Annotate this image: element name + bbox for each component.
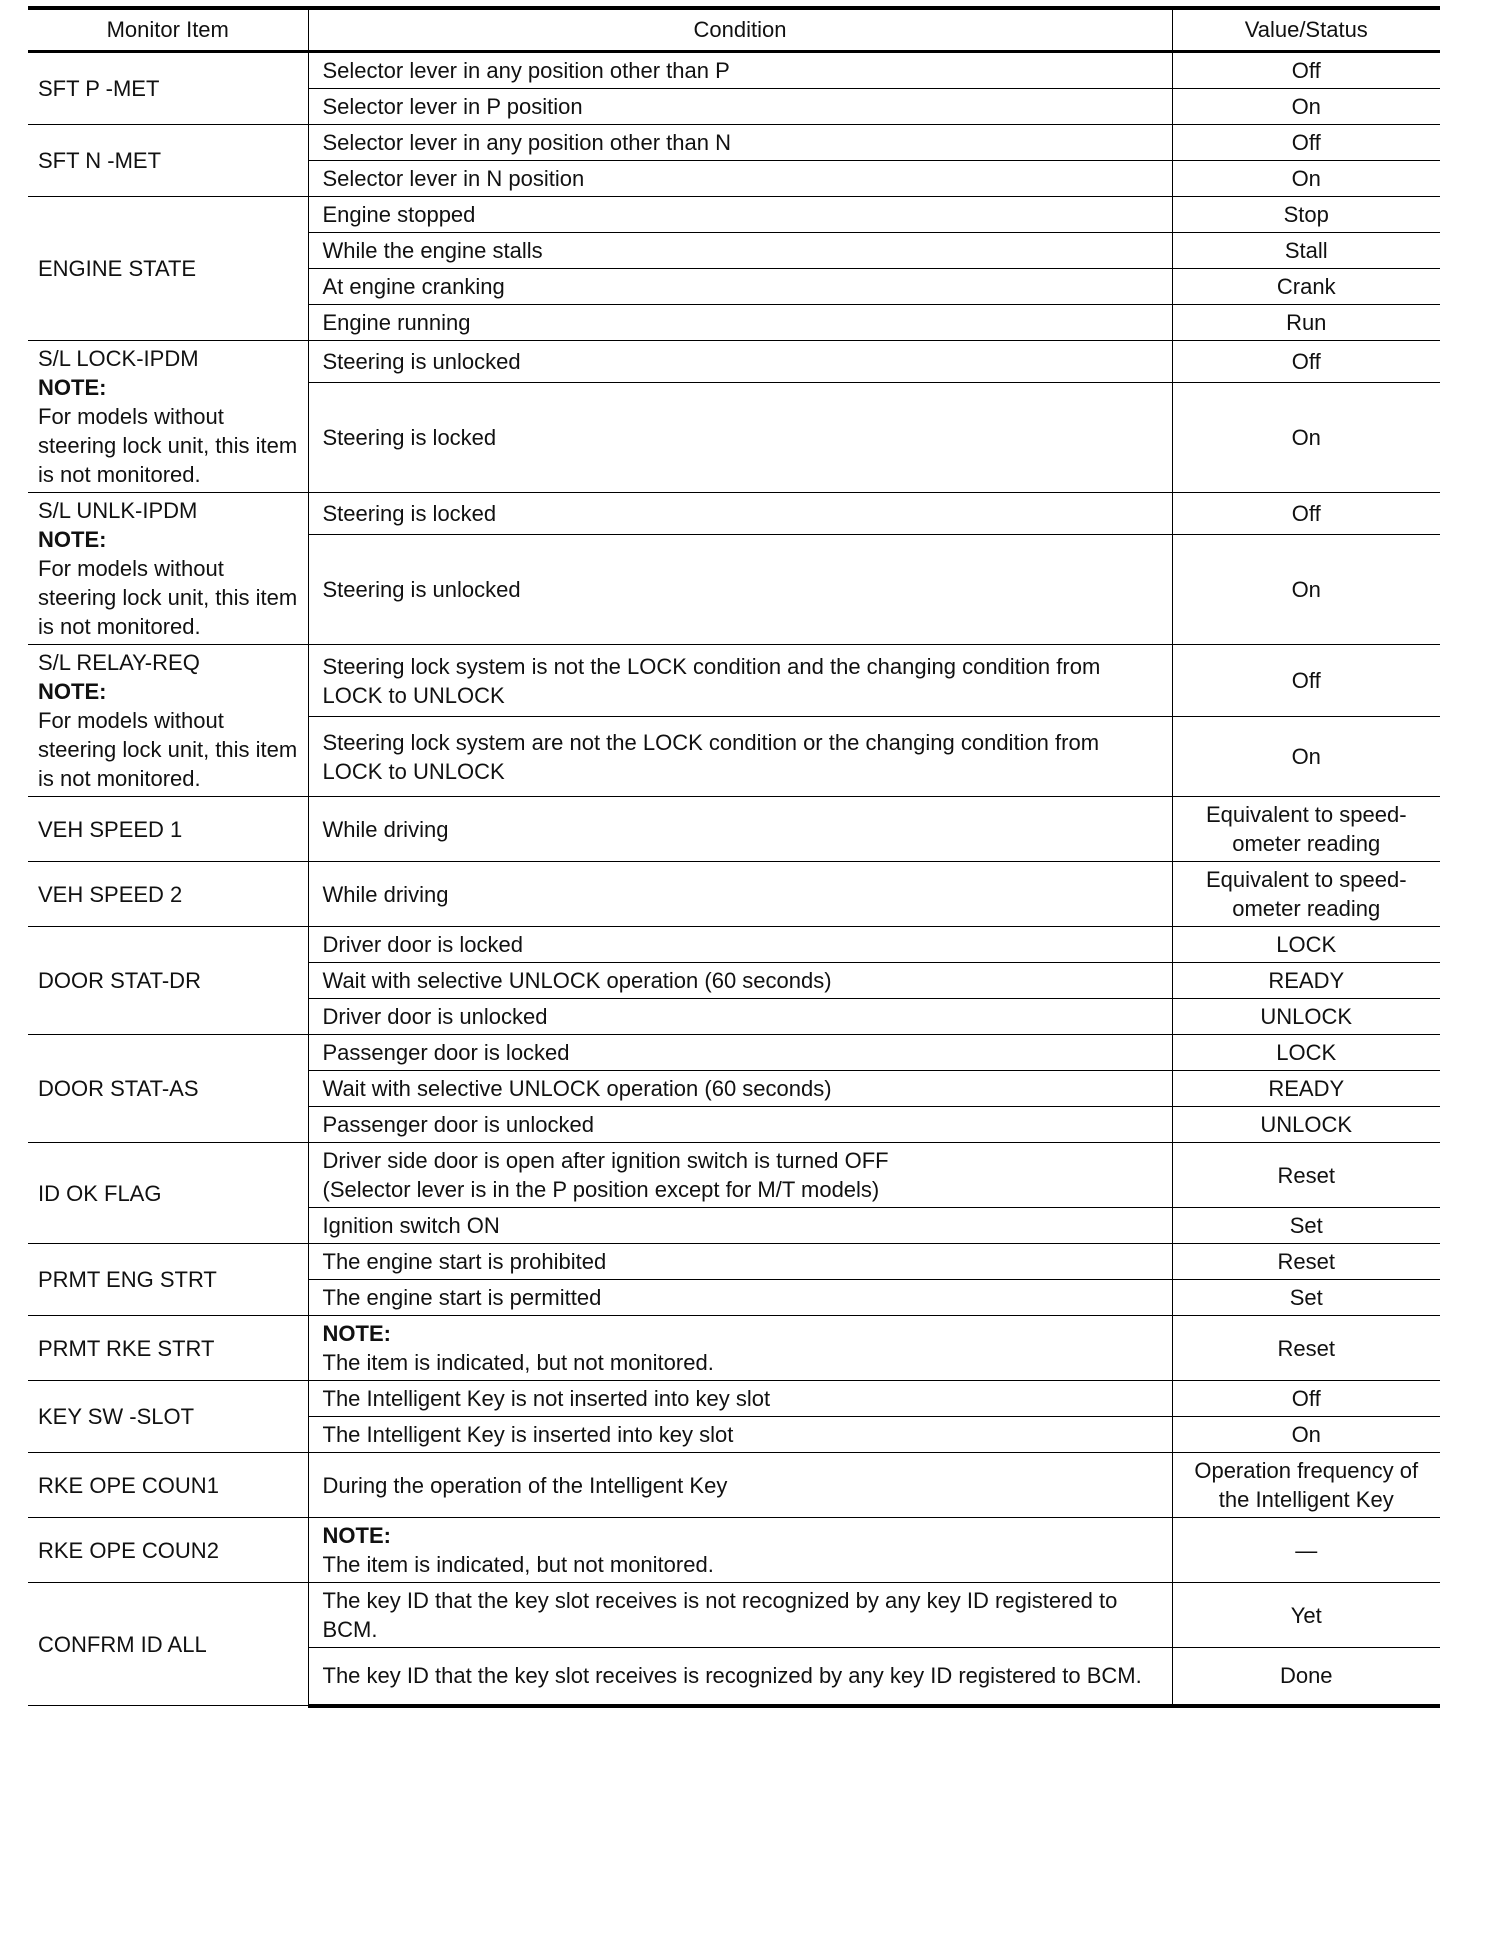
monitor-item-cell	[28, 197, 308, 341]
condition-text: Ignition switch ON	[322, 1213, 500, 1238]
value-status-text: On	[1291, 166, 1321, 191]
value-status-cell	[1172, 233, 1440, 269]
monitor-item-table	[28, 6, 1440, 1708]
condition-cell	[308, 963, 1172, 999]
table-row	[28, 1518, 1440, 1583]
monitor-item-name: S/L UNLK-IPDM	[38, 498, 198, 523]
condition-cell	[308, 89, 1172, 125]
condition-cell	[308, 1244, 1172, 1280]
header-row	[28, 8, 1440, 52]
condition-cell	[308, 645, 1172, 717]
value-status-cell	[1172, 89, 1440, 125]
monitor-item-cell	[28, 862, 308, 927]
condition-cell	[308, 535, 1172, 645]
monitor-item-name: VEH SPEED 2	[38, 881, 183, 907]
value-status-cell	[1172, 862, 1440, 927]
value-status-cell	[1172, 1381, 1440, 1417]
condition-cell	[308, 1648, 1172, 1706]
value-status-text: Done	[1279, 1663, 1333, 1689]
header-condition: Condition	[308, 8, 1172, 52]
condition-text: Selector lever in any position other than P	[322, 58, 730, 83]
monitor-item-name: RKE OPE COUN1	[38, 1472, 219, 1498]
value-status-cell	[1172, 383, 1440, 493]
condition-cell	[308, 233, 1172, 269]
condition-text: While the engine stalls	[322, 238, 543, 263]
note-text: For models without steering lock unit, this item is not monitored.	[38, 404, 298, 487]
condition-cell	[308, 1381, 1172, 1417]
monitor-item-name: ENGINE STATE	[38, 256, 197, 281]
condition-cell	[308, 1316, 1172, 1381]
value-status-cell	[1172, 927, 1440, 963]
monitor-item-name: S/L LOCK-IPDM	[38, 346, 199, 371]
monitor-item-cell	[28, 1583, 308, 1706]
value-status-text: On	[1291, 94, 1321, 119]
condition-text: Engine running	[322, 310, 471, 335]
monitor-item-name: S/L RELAY-REQ	[38, 650, 200, 675]
condition-note-label: NOTE:	[322, 1321, 391, 1346]
value-status-text: Stall	[1284, 238, 1328, 263]
monitor-item-cell	[28, 797, 308, 862]
table-row	[28, 927, 1440, 963]
value-status-text: —	[1295, 1537, 1318, 1563]
value-status-cell	[1172, 1280, 1440, 1316]
table-row	[28, 341, 1440, 383]
value-status-cell	[1172, 717, 1440, 797]
table-row	[28, 1244, 1440, 1280]
monitor-item-name: KEY SW -SLOT	[38, 1404, 195, 1429]
value-status-cell	[1172, 999, 1440, 1035]
value-status-text: Operation frequency of the Intelligent Key	[1194, 1458, 1419, 1512]
note-text: For models without steering lock unit, this item is not monitored.	[38, 708, 298, 791]
condition-text: Selector lever in P position	[322, 94, 583, 119]
monitor-item-cell	[28, 1244, 308, 1316]
condition-text: The item is indicated, but not monitored.	[322, 1552, 714, 1577]
table-row	[28, 1035, 1440, 1071]
condition-cell	[308, 1518, 1172, 1583]
note-label: NOTE:	[38, 679, 107, 704]
value-status-text: On	[1291, 744, 1321, 770]
value-status-text: Set	[1289, 1213, 1323, 1238]
value-status-cell	[1172, 1453, 1440, 1518]
value-status-cell	[1172, 1071, 1440, 1107]
value-status-text: LOCK	[1276, 1040, 1337, 1065]
condition-text: Steering is locked	[322, 425, 497, 451]
value-status-text: Off	[1291, 349, 1321, 375]
value-status-text: UNLOCK	[1260, 1004, 1353, 1029]
value-status-cell	[1172, 125, 1440, 161]
condition-text: Passenger door is unlocked	[322, 1112, 594, 1137]
table-row	[28, 1453, 1440, 1518]
condition-cell	[308, 52, 1172, 89]
condition-text: Wait with selective UNLOCK operation (60 seconds)	[322, 968, 832, 993]
condition-text: While driving	[322, 816, 449, 842]
table-body	[28, 52, 1440, 1706]
value-status-text: Equivalent to speed-ometer reading	[1205, 802, 1407, 856]
monitor-item-name: SFT N -MET	[38, 148, 162, 173]
value-status-cell	[1172, 1107, 1440, 1143]
value-status-text: On	[1291, 425, 1321, 451]
monitor-item-cell	[28, 1035, 308, 1143]
value-status-cell	[1172, 269, 1440, 305]
note-text: For models without steering lock unit, this item is not monitored.	[38, 556, 298, 639]
monitor-item-name: RKE OPE COUN2	[38, 1537, 219, 1563]
value-status-text: Off	[1291, 58, 1321, 83]
condition-cell	[308, 383, 1172, 493]
condition-text-line2: (Selector lever is in the P position except for M/T models)	[322, 1177, 880, 1202]
monitor-item-cell	[28, 52, 308, 125]
value-status-cell	[1172, 1518, 1440, 1583]
value-status-text: Off	[1291, 1386, 1321, 1411]
monitor-item-name: VEH SPEED 1	[38, 816, 183, 842]
value-status-cell	[1172, 535, 1440, 645]
monitor-item-cell	[28, 1518, 308, 1583]
condition-text: Selector lever in N position	[322, 166, 585, 191]
monitor-item-cell	[28, 1316, 308, 1381]
condition-cell	[308, 1107, 1172, 1143]
condition-text: During the operation of the Intelligent Key	[322, 1472, 728, 1498]
value-status-cell	[1172, 645, 1440, 717]
monitor-item-name: SFT P -MET	[38, 76, 160, 101]
header-value-status: Value/Status	[1172, 8, 1440, 52]
condition-cell	[308, 1453, 1172, 1518]
value-status-text: READY	[1268, 1076, 1345, 1101]
condition-text: The key ID that the key slot receives is not recognized by any key ID registered to BCM.	[322, 1588, 1118, 1642]
condition-text: Driver door is locked	[322, 932, 524, 957]
table-row	[28, 645, 1440, 717]
table-row	[28, 1143, 1440, 1208]
table-row	[28, 52, 1440, 89]
table-row	[28, 862, 1440, 927]
condition-text: Passenger door is locked	[322, 1040, 570, 1065]
value-status-text: Off	[1291, 668, 1321, 694]
value-status-text: On	[1291, 577, 1321, 603]
value-status-cell	[1172, 797, 1440, 862]
monitor-table-container	[28, 6, 1440, 1708]
value-status-cell	[1172, 305, 1440, 341]
value-status-cell	[1172, 1417, 1440, 1453]
table-row	[28, 125, 1440, 161]
condition-text: The item is indicated, but not monitored.	[322, 1350, 714, 1375]
condition-text: Wait with selective UNLOCK operation (60 seconds)	[322, 1076, 832, 1101]
value-status-text: Yet	[1290, 1602, 1322, 1628]
condition-cell	[308, 1071, 1172, 1107]
monitor-item-name: ID OK FLAG	[38, 1180, 162, 1206]
table-row	[28, 1583, 1440, 1648]
value-status-cell	[1172, 1648, 1440, 1706]
monitor-item-name: PRMT ENG STRT	[38, 1267, 217, 1292]
monitor-item-cell	[28, 341, 308, 493]
table-row	[28, 1316, 1440, 1381]
monitor-item-name: DOOR STAT-AS	[38, 1076, 199, 1101]
condition-text: Steering lock system are not the LOCK condition or the changing condition from LOCK to UNLOCK	[322, 729, 1100, 784]
condition-cell	[308, 717, 1172, 797]
condition-cell	[308, 1143, 1172, 1208]
condition-text: Steering is unlocked	[322, 577, 521, 603]
condition-cell	[308, 999, 1172, 1035]
table-header	[28, 8, 1440, 52]
condition-cell	[308, 305, 1172, 341]
value-status-text: On	[1291, 1422, 1321, 1447]
condition-text: The Intelligent Key is inserted into key slot	[322, 1422, 734, 1447]
condition-text: Selector lever in any position other than N	[322, 130, 731, 155]
condition-cell	[308, 493, 1172, 535]
value-status-text: Stop	[1283, 202, 1329, 227]
value-status-cell	[1172, 197, 1440, 233]
condition-cell	[308, 862, 1172, 927]
monitor-item-name: CONFRM ID ALL	[38, 1631, 207, 1657]
value-status-text: Set	[1289, 1285, 1323, 1310]
table-row	[28, 493, 1440, 535]
value-status-cell	[1172, 52, 1440, 89]
value-status-cell	[1172, 161, 1440, 197]
header-monitor-item: Monitor Item	[28, 8, 308, 52]
monitor-item-cell	[28, 1143, 308, 1244]
value-status-text: READY	[1268, 968, 1345, 993]
condition-note-label: NOTE:	[322, 1523, 391, 1548]
condition-text: At engine cranking	[322, 274, 505, 299]
condition-text: Steering is locked	[322, 501, 497, 527]
value-status-cell	[1172, 963, 1440, 999]
value-status-cell	[1172, 1143, 1440, 1208]
monitor-item-cell	[28, 1453, 308, 1518]
condition-cell	[308, 125, 1172, 161]
monitor-item-name: PRMT RKE STRT	[38, 1335, 215, 1361]
monitor-item-cell	[28, 1381, 308, 1453]
condition-text: The Intelligent Key is not inserted into key slot	[322, 1386, 771, 1411]
value-status-cell	[1172, 1316, 1440, 1381]
monitor-item-cell	[28, 125, 308, 197]
value-status-text: UNLOCK	[1260, 1112, 1353, 1137]
condition-text: While driving	[322, 881, 449, 907]
value-status-cell	[1172, 493, 1440, 535]
monitor-item-cell	[28, 645, 308, 797]
condition-text: Steering lock system is not the LOCK condition and the changing condition from LOCK to UNLOCK	[322, 653, 1101, 708]
value-status-text: Off	[1291, 130, 1321, 155]
table-row	[28, 197, 1440, 233]
value-status-text: Off	[1291, 501, 1321, 527]
condition-text: The engine start is permitted	[322, 1285, 602, 1310]
value-status-text: Run	[1286, 310, 1327, 335]
condition-cell	[308, 1035, 1172, 1071]
value-status-text: LOCK	[1276, 932, 1337, 957]
note-label: NOTE:	[38, 375, 107, 400]
condition-text: Engine stopped	[322, 202, 476, 227]
condition-cell	[308, 341, 1172, 383]
condition-cell	[308, 927, 1172, 963]
value-status-cell	[1172, 1583, 1440, 1648]
condition-cell	[308, 197, 1172, 233]
value-status-cell	[1172, 341, 1440, 383]
value-status-text: Equivalent to speed-ometer reading	[1205, 867, 1407, 921]
table-row	[28, 797, 1440, 862]
value-status-cell	[1172, 1208, 1440, 1244]
monitor-item-cell	[28, 927, 308, 1035]
value-status-cell	[1172, 1035, 1440, 1071]
condition-text: Steering is unlocked	[322, 349, 521, 375]
condition-cell	[308, 161, 1172, 197]
value-status-text: Reset	[1277, 1335, 1335, 1361]
condition-cell	[308, 1280, 1172, 1316]
monitor-item-cell	[28, 493, 308, 645]
condition-text: The engine start is prohibited	[322, 1249, 607, 1274]
condition-cell	[308, 269, 1172, 305]
table-row	[28, 1381, 1440, 1417]
note-label: NOTE:	[38, 527, 107, 552]
value-status-text: Reset	[1277, 1249, 1335, 1274]
value-status-text: Reset	[1277, 1162, 1335, 1188]
condition-text: The key ID that the key slot receives is recognized by any key ID registered to BCM.	[322, 1663, 1142, 1689]
monitor-item-name: DOOR STAT-DR	[38, 968, 201, 993]
condition-text: Driver door is unlocked	[322, 1004, 548, 1029]
value-status-cell	[1172, 1244, 1440, 1280]
condition-text: Driver side door is open after ignition switch is turned OFF	[322, 1148, 889, 1173]
condition-cell	[308, 1583, 1172, 1648]
condition-cell	[308, 1417, 1172, 1453]
condition-cell	[308, 797, 1172, 862]
value-status-text: Crank	[1276, 274, 1336, 299]
condition-cell	[308, 1208, 1172, 1244]
